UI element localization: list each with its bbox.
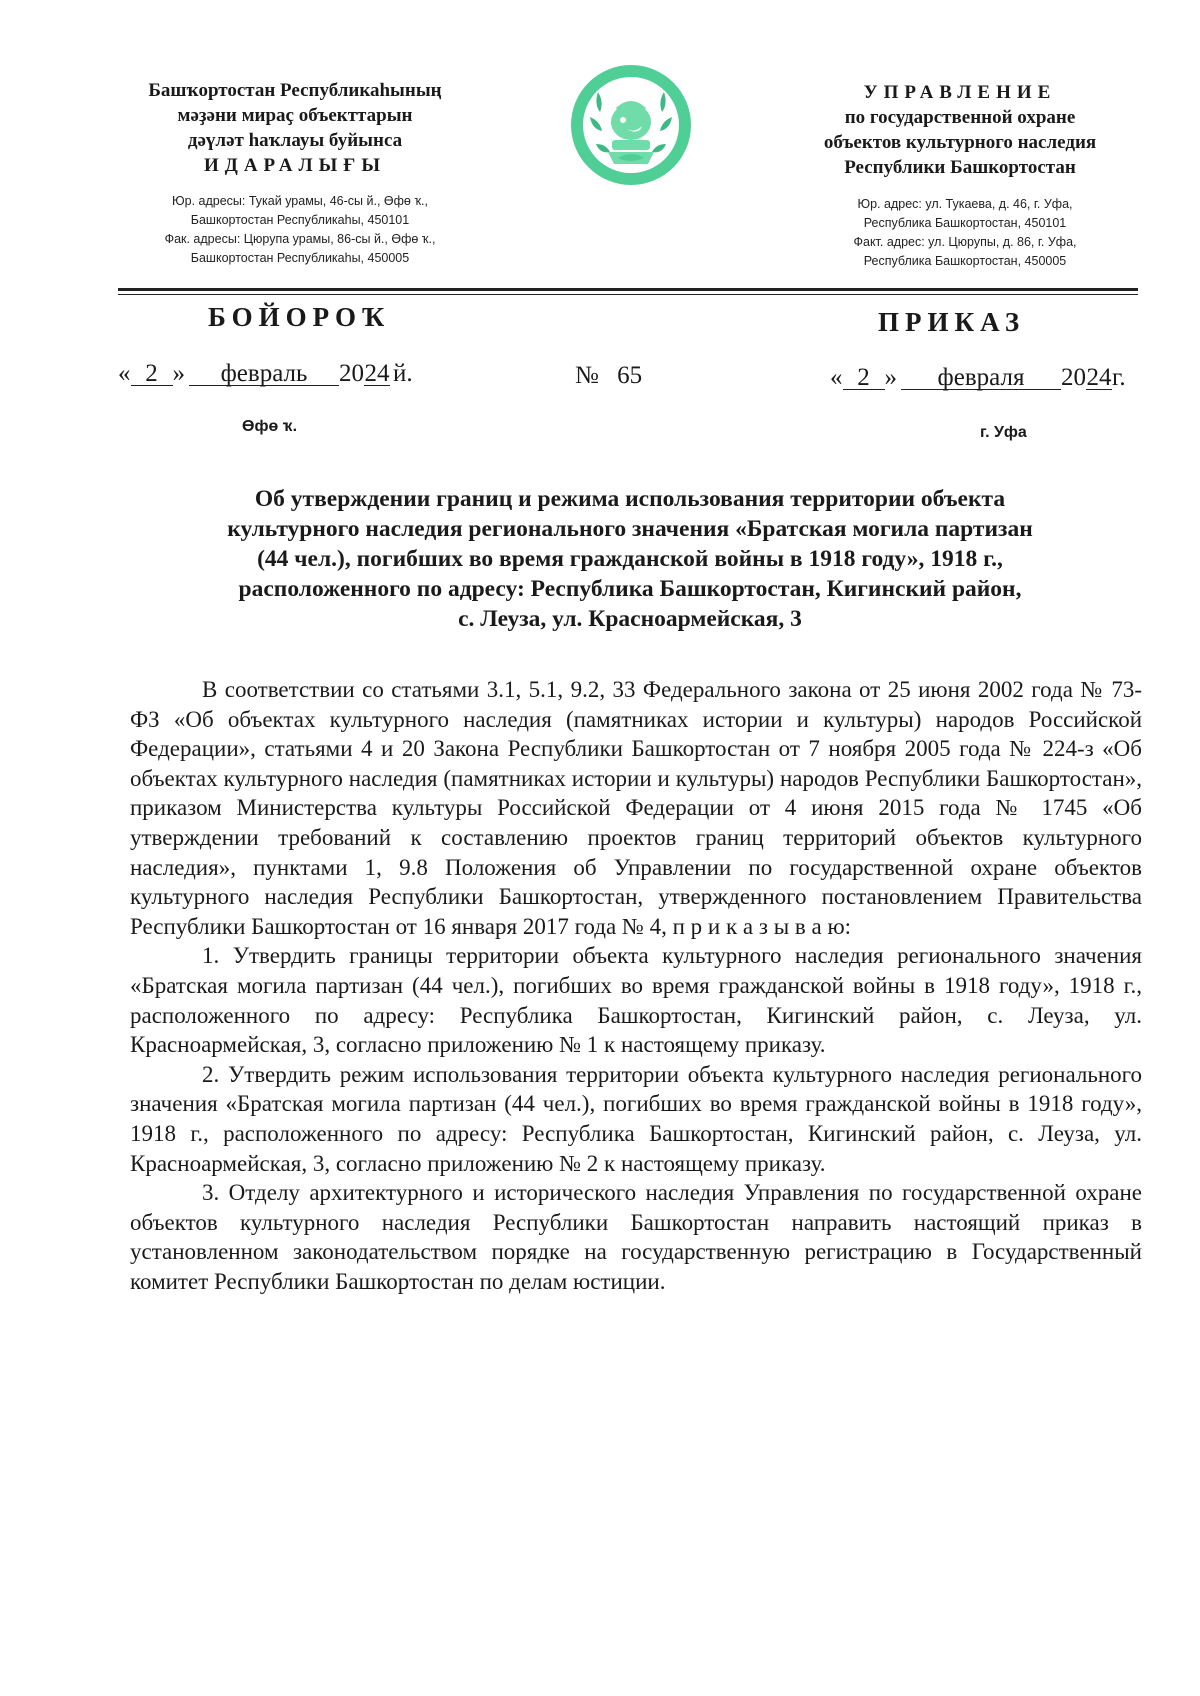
body-paragraph-preamble: В соответствии со статьями 3.1, 5.1, 9.2, 33 Федерального закона от 25 июня 2002 года № 73-ФЗ «Об объектах культурного наследия (памятниках истории и культуры) народов Российской Федерации», статьями 4 и 20 Закона Республики Башкортостан от 7 ноября 2005 года № 224-з «Об объектах культурного наследия (памятниках истории и культуры) народов Республики Башкортостан», приказом Министерства культуры Российской Федерации от 4 июня 2015 года № 1745 «Об утверждении требований к составлению проектов границ территорий объектов культурного наследия», пунктами 1, 9.8 Положения об Управлении по государственной охране объектов культурного наследия Республики Башкортостан, утвержденного постановлением Правительства Республики Башкортостан от 16 января 2017 года № 4, п р и к а з ы в а ю: bbox=[130, 677, 1142, 939]
title-line: расположенного по адресу: Республика Башкортостан, Кигинский район, bbox=[238, 576, 1022, 602]
quote-close: » bbox=[884, 364, 897, 391]
title-line: (44 чел.), погибших во время гражданской войны в 1918 году», 1918 г., bbox=[257, 546, 1003, 572]
address-line: Юр. адресы: Тукай урамы, 46-сы й., Өфө ҡ., bbox=[172, 194, 428, 208]
date-day: 2 bbox=[843, 367, 885, 390]
org-line: УПРАВЛЕНИЕ bbox=[863, 82, 1057, 103]
city-right: г. Уфа bbox=[980, 424, 1027, 441]
title-line: с. Леуза, ул. Красноармейская, 3 bbox=[458, 606, 802, 632]
year-suffix: 24 bbox=[364, 360, 390, 387]
header-left-address bbox=[110, 192, 490, 268]
address-line: Факт. адрес: ул. Цюрупы, д. 86, г. Уфа, bbox=[853, 235, 1077, 249]
org-line: по государственной охране bbox=[844, 107, 1076, 128]
document-body bbox=[130, 675, 1142, 1296]
title-line: Об утверждении границ и режима использования территории объекта bbox=[254, 486, 1006, 512]
year-prefix: 20 bbox=[339, 360, 364, 387]
address-line: Республика Башкортостан, 450101 bbox=[863, 216, 1067, 230]
number-sign: № bbox=[575, 362, 599, 389]
bashkortostan-coat-of-arms-icon bbox=[568, 62, 694, 188]
year-unit: г. bbox=[1112, 364, 1126, 391]
quote-open: « bbox=[118, 360, 131, 387]
doc-type-right: ПРИКАЗ bbox=[878, 307, 1026, 337]
header-divider-thin bbox=[118, 294, 1138, 295]
year-prefix: 20 bbox=[1061, 364, 1086, 391]
date-month: февраля bbox=[901, 367, 1061, 390]
city-left: Өфө ҡ. bbox=[242, 418, 298, 435]
date-right bbox=[830, 364, 1126, 392]
address-line: Башкортостан Республикаһы, 450101 bbox=[190, 213, 410, 227]
body-paragraph-item-3: 3. Отделу архитектурного и исторического наследия Управления по государственной охране объектов культурного наследия Республики Башкортостан направить настоящий приказ в установленном законодательством порядке на государственную регистрацию в Государственный комитет Республики Башкортостан по делам юстиции. bbox=[130, 1180, 1142, 1294]
document-title bbox=[150, 484, 1110, 634]
title-line: культурного наследия регионального значения «Братская могила партизан bbox=[227, 516, 1033, 542]
org-line: объектов культурного наследия bbox=[823, 132, 1097, 153]
number-value: 65 bbox=[617, 362, 643, 389]
address-line: Юр. адрес: ул. Тукаева, д. 46, г. Уфа, bbox=[857, 197, 1073, 211]
org-line: Республики Башкортостан bbox=[844, 157, 1076, 178]
body-paragraph-item-1: 1. Утвердить границы территории объекта культурного наследия регионального значения «Братская могила партизан (44 чел.), погибших во время гражданской войны в 1918 году», 1918 г., расположенного по адресу: Республика Башкортостан, Кигинский район, с. Леуза, ул. Красноармейская, 3, согласно приложению № 1 к настоящему приказу. bbox=[130, 943, 1142, 1058]
order-number bbox=[575, 362, 642, 390]
doc-type-left: БОЙОРОҠ bbox=[208, 302, 391, 332]
date-left bbox=[118, 360, 413, 388]
address-line: Фак. адресы: Цюрупа урамы, 86-сы й., Өфө ҡ., bbox=[164, 232, 436, 246]
year-suffix: 24 bbox=[1086, 364, 1112, 391]
date-month: февраль bbox=[189, 363, 339, 386]
header-right-address bbox=[800, 195, 1130, 271]
header-right-org bbox=[790, 80, 1130, 180]
quote-open: « bbox=[830, 364, 843, 391]
address-line: Башкортостан Республикаһы, 450005 bbox=[190, 251, 410, 265]
year-unit: й. bbox=[393, 360, 413, 387]
address-line: Республика Башкортостан, 450005 bbox=[863, 254, 1067, 268]
org-line: мәҙәни мираҫ объекттарын bbox=[177, 105, 413, 126]
quote-close: » bbox=[172, 360, 185, 387]
org-line: Башҡортостан Республикаһының bbox=[148, 80, 442, 101]
body-paragraph-item-2: 2. Утвердить режим использования территории объекта культурного наследия регионального значения «Братская могила партизан (44 чел.), погибших во время гражданской войны в 1918 году», 1918 г., расположенного по адресу: Республика Башкортостан, Кигинский район, с. Леуза, ул. Красноармейская, 3, согласно приложению № 2 к настоящему приказу. bbox=[130, 1061, 1142, 1176]
header-left-org bbox=[100, 78, 490, 178]
header-divider-thick bbox=[118, 288, 1138, 291]
org-line: ИДАРАЛЫҒЫ bbox=[203, 155, 387, 176]
org-line: дәүләт һаҡлауы буйынса bbox=[187, 130, 403, 151]
date-day: 2 bbox=[131, 363, 173, 386]
